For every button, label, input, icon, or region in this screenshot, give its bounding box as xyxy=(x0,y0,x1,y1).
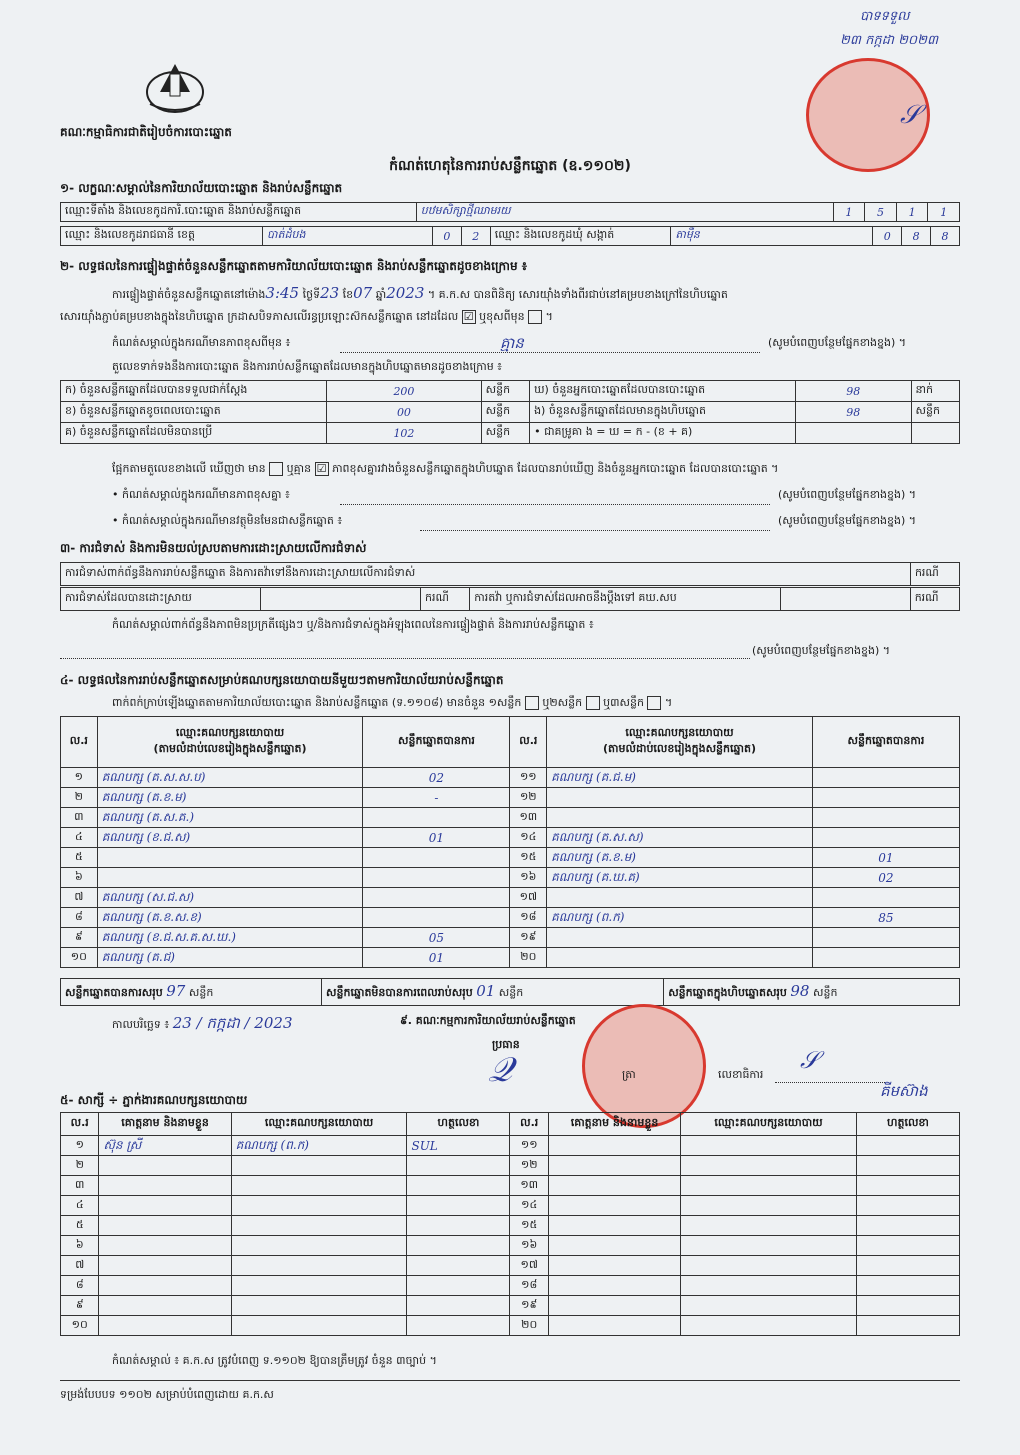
figures-intro: តួលេខទាក់ទងនឹងការបោះឆ្នោត និងការរាប់សន្លឹកឆ្នោតដែលមានក្នុងហិបឆ្នោតមានដូចខាងក្រោម ៖ xyxy=(112,360,503,373)
row-number: ១៦ xyxy=(510,868,547,888)
document-title: កំណត់ហេតុនៃការរាប់សន្លឹកឆ្នោត (ឧ.១១០២) xyxy=(389,158,631,174)
party-votes xyxy=(363,888,510,908)
table-row xyxy=(61,848,960,868)
objections-row-unit: ករណី xyxy=(910,563,959,586)
commune-label: ឈ្មោះ និងលេខកូដឃុំ សង្កាត់ xyxy=(490,227,671,246)
row-number: ១២ xyxy=(510,788,547,808)
witness-party xyxy=(231,1176,407,1196)
party-name xyxy=(97,868,363,888)
w-col-party: ឈ្មោះគណបក្សនយោបាយ xyxy=(231,1113,407,1136)
party-votes: 01 xyxy=(812,848,959,868)
figure-unit: សន្លឹក xyxy=(481,381,529,402)
table-row xyxy=(61,1216,960,1236)
w-col-sign: ហត្ថលេខា xyxy=(407,1113,510,1136)
commune-code-digit: 8 xyxy=(902,227,931,246)
party-votes xyxy=(812,788,959,808)
witness-party xyxy=(681,1176,857,1196)
witness-party xyxy=(231,1256,407,1276)
figure-label: • ជាគម្រូគា ង = ឃ = ក - (ខ + គ) xyxy=(530,423,796,444)
party-votes xyxy=(812,948,959,968)
table-row xyxy=(61,788,960,808)
party-votes xyxy=(363,848,510,868)
col-votes-right: សន្លឹកឆ្នោតបានការ xyxy=(812,717,959,768)
section5-heading: ៥- សាក្សី ÷ ភ្នាក់ងារគណបក្សនយោបាយ xyxy=(60,1093,248,1107)
col-no-right: ល.រ xyxy=(510,717,547,768)
w-col-name: គោត្តនាម និងនាមខ្លួន xyxy=(548,1113,680,1136)
party-name xyxy=(547,788,813,808)
table-row xyxy=(61,868,960,888)
total-invalid: សន្លឹកឆ្នោតមិនបានការពេលរាប់សរុប 01 សន្លឹក xyxy=(322,979,664,1006)
w-col-name: គោត្តនាម និងនាមខ្លួន xyxy=(99,1113,231,1136)
witness-signature xyxy=(407,1196,510,1216)
party-votes: 05 xyxy=(363,928,510,948)
witness-name xyxy=(99,1276,231,1296)
row-number: ៩ xyxy=(61,928,98,948)
bullet-difference-suffix: (សូមបំពេញបន្ថែមផ្នែកខាងខ្នង) ។ xyxy=(778,488,917,501)
witness-name xyxy=(99,1216,231,1236)
witness-signature xyxy=(407,1176,510,1196)
commune-value: តាម៉ឺន xyxy=(671,227,873,246)
row-number: ៨ xyxy=(61,1276,99,1296)
table-row xyxy=(61,1256,960,1276)
figure-value xyxy=(795,423,911,444)
witness-name xyxy=(548,1316,680,1336)
party-name xyxy=(547,808,813,828)
witness-name xyxy=(99,1256,231,1276)
location-label: ឈ្មោះទីតាំង និងលេខកូដការិ.បោះឆ្នោត និងរាប់សន្លឹកឆ្នោត xyxy=(61,203,417,222)
witness-name xyxy=(548,1196,680,1216)
figure-label: គ) ចំនួនសន្លឹកឆ្នោតដែលមិនបានប្រើ xyxy=(61,423,327,444)
appeal-label: ការតវ៉ា ឬការជំទាស់ដែលអាចនឹងប្តឹងទៅ គឃ.សប xyxy=(470,588,781,611)
figures-row xyxy=(61,381,960,402)
col-party-left: ឈ្មោះគណបក្សនយោបាយ (តាមលំដាប់លេខរៀងក្នុងសន្លឹកឆ្នោត) xyxy=(97,717,363,768)
table-row xyxy=(61,1276,960,1296)
row-number: ២០ xyxy=(510,1316,548,1336)
table-row xyxy=(61,1196,960,1216)
chair-label: ប្រធាន xyxy=(492,1038,520,1051)
party-name: គណបក្ស (គ.ឃ.គ) xyxy=(547,868,813,888)
witness-party xyxy=(681,1156,857,1176)
row-number: ៩ xyxy=(61,1296,99,1316)
two-sheet-checkbox[interactable] xyxy=(586,696,600,710)
row-number: ៧ xyxy=(61,888,98,908)
figure-value: 98 xyxy=(795,381,911,402)
chair-signature: 𝒬 xyxy=(488,1050,513,1090)
party-votes: 85 xyxy=(812,908,959,928)
row-number: ១ xyxy=(61,768,98,788)
province-code-digit: 0 xyxy=(432,227,461,246)
total-in-box: សន្លឹកឆ្នោតក្នុងហិបឆ្នោតសរុប 98 សន្លឹក xyxy=(664,979,960,1006)
party-votes: 01 xyxy=(363,828,510,848)
section1-table-row2 xyxy=(60,226,960,246)
party-votes xyxy=(812,768,959,788)
party-name: គណបក្ស (ព.ក) xyxy=(547,908,813,928)
table-row xyxy=(61,1176,960,1196)
figure-label: ខ) ចំនួនសន្លឹកឆ្នោតខូចពេលបោះឆ្នោត xyxy=(61,402,327,423)
col-party-right: ឈ្មោះគណបក្សនយោបាយ (តាមលំដាប់លេខរៀងក្នុងសន្លឹកឆ្នោត) xyxy=(547,717,813,768)
witness-party xyxy=(681,1196,857,1216)
party-votes xyxy=(812,828,959,848)
row-number: ១៨ xyxy=(510,908,547,928)
row-number: ១១ xyxy=(510,768,547,788)
row-number: ១៩ xyxy=(510,928,547,948)
bullet-foreign-suffix: (សូមបំពេញបន្ថែមផ្នែកខាងខ្នង) ។ xyxy=(778,514,917,527)
resolved-label: ការជំទាស់ដែលបានដោះស្រាយ xyxy=(61,588,261,611)
figure-unit: នាក់ xyxy=(911,381,959,402)
bullet-foreign-objects: • កំណត់សម្គាល់ក្នុងករណីមានវត្ថុមិនមែនជាសន្លឹកឆ្នោត ៖ xyxy=(112,514,343,527)
row-number: ១៥ xyxy=(510,1216,548,1236)
witness-party xyxy=(231,1236,407,1256)
table-row xyxy=(61,928,960,948)
total-valid: សន្លឹកឆ្នោតបានការសរុប 97 សន្លឹក xyxy=(61,979,322,1006)
official-stamp-bottom xyxy=(582,1004,706,1128)
party-votes xyxy=(812,888,959,908)
row-number: ១៩ xyxy=(510,1296,548,1316)
row-number: ១៧ xyxy=(510,888,547,908)
agency-name: គណៈកម្មាធិការជាតិរៀបចំការបោះឆ្នោត xyxy=(60,125,232,139)
province-value: បាត់ដំបង xyxy=(263,227,433,246)
row-number: ២ xyxy=(61,1156,99,1176)
witness-party xyxy=(231,1216,407,1236)
figure-label: ឃ) ចំនួនអ្នកបោះឆ្នោតដែលបានបោះឆ្នោត xyxy=(530,381,796,402)
witness-signature xyxy=(407,1316,510,1336)
figure-value: 200 xyxy=(327,381,481,402)
witness-name xyxy=(99,1236,231,1256)
row-number: ៣ xyxy=(61,808,98,828)
party-name: គណបក្ស (គ.ជ) xyxy=(97,948,363,968)
witness-signature: SUL xyxy=(407,1136,510,1156)
bullet-difference: • កំណត់សម្គាល់ក្នុងករណីមានភាពខុសគ្នា ៖ xyxy=(112,488,290,501)
tally-intro: ពាក់ពក់ក្រាប់ឡើងឆ្នោតតាមការិយាល័យបោះឆ្នោត និងរាប់សន្លឹកឆ្នោត (ទ.១១០៨) មានចំនួន ១សន្លឹក ឬ២សន្លឹក ឬ៣សន្លឹក ។ xyxy=(112,696,673,709)
party-votes: 01 xyxy=(363,948,510,968)
secretary-signature: 𝒮 xyxy=(800,1046,819,1074)
witness-signature xyxy=(856,1216,959,1236)
witness-signature xyxy=(856,1296,959,1316)
figures-row xyxy=(61,402,960,423)
witness-signature xyxy=(856,1256,959,1276)
table-row xyxy=(61,908,960,928)
witness-party xyxy=(681,1256,857,1276)
witness-party xyxy=(681,1136,857,1156)
row-number: ២០ xyxy=(510,948,547,968)
witness-party xyxy=(231,1316,407,1336)
row-number: ៧ xyxy=(61,1256,99,1276)
totals-row xyxy=(60,978,960,1006)
irregularity-suffix: (សូមបំពេញបន្ថែមផ្នែកខាងខ្នង) ។ xyxy=(752,644,891,657)
party-name: គណបក្ស (គ.ស.គ.) xyxy=(97,808,363,828)
witness-signature xyxy=(856,1176,959,1196)
witness-party xyxy=(681,1216,857,1236)
row-number: ១៣ xyxy=(510,1176,548,1196)
irregularity-note: កំណត់សម្គាល់ពាក់ព័ន្ធនឹងភាពមិនប្រក្រតីផ្សេងៗ ឬ/និងការជំទាស់ក្នុងអំឡុងពេលនៃការផ្ទៀងផ្ទាត់ និងការរាប់សន្លឹកឆ្នោត ៖ xyxy=(112,618,594,631)
figure-unit xyxy=(911,423,959,444)
party-votes: 02 xyxy=(812,868,959,888)
w-col-party: ឈ្មោះគណបក្សនយោបាយ xyxy=(681,1113,857,1136)
witness-name xyxy=(99,1176,231,1196)
one-sheet-checkbox[interactable] xyxy=(525,696,539,710)
witness-signature xyxy=(407,1276,510,1296)
col-votes-left: សន្លឹកឆ្នោតបានការ xyxy=(363,717,510,768)
party-name xyxy=(547,928,813,948)
secretary-label: លេខាធិការ xyxy=(718,1068,764,1081)
party-name xyxy=(97,848,363,868)
appeal-unit: ករណី xyxy=(910,588,959,611)
figures-row xyxy=(61,423,960,444)
w-col-no: ល.រ xyxy=(510,1113,548,1136)
witness-name xyxy=(548,1176,680,1196)
has-difference-checkbox[interactable] xyxy=(269,462,283,476)
party-name: គណបក្ស (ខ.ជ.ស.គ.ស.ឃ.) xyxy=(97,928,363,948)
figure-value: 98 xyxy=(795,402,911,423)
table-row xyxy=(61,1236,960,1256)
section1-table xyxy=(60,202,960,222)
date-line: កាលបរិច្ឆេទ ៖ 23 / កក្កដា / 2023 xyxy=(112,1014,293,1032)
witness-name xyxy=(548,1136,680,1156)
figure-unit: សន្លឹក xyxy=(481,423,529,444)
row-number: ៥ xyxy=(61,848,98,868)
section3-heading: ៣- ការជំទាស់ និងការមិនយល់ស្របតាមការដោះស្រាយលើការជំទាស់ xyxy=(60,541,367,555)
three-sheet-checkbox[interactable] xyxy=(647,696,661,710)
witness-signature xyxy=(407,1156,510,1176)
unchanged-checkbox[interactable]: ☑ xyxy=(462,310,476,324)
witness-signature xyxy=(407,1236,510,1256)
commune-code-digit: 8 xyxy=(931,227,960,246)
received-date: ២៣ កក្កដា ២០២៣ xyxy=(840,33,939,48)
row-number: ១២ xyxy=(510,1156,548,1176)
party-name: គណបក្ស (គ.ខ.ស.ខ) xyxy=(97,908,363,928)
location-value: បឋមសិក្សាថ្មីឈាមរយ xyxy=(416,203,833,222)
witness-party xyxy=(681,1296,857,1316)
witness-party xyxy=(681,1316,857,1336)
witness-name xyxy=(99,1296,231,1316)
location-code-digit: 5 xyxy=(865,203,897,222)
row-number: ១៦ xyxy=(510,1236,548,1256)
section4-heading: ៤- លទ្ធផលនៃការរាប់សន្លឹកឆ្នោតសម្រាប់គណបក្សនយោបាយនីមួយៗតាមការិយាល័យរាប់សន្លឹកឆ្នោត xyxy=(60,673,504,687)
row-number: ៣ xyxy=(61,1176,99,1196)
party-votes xyxy=(812,928,959,948)
party-name: គណបក្ស (គ.ស.ស.ប) xyxy=(97,768,363,788)
location-code-digit: 1 xyxy=(928,203,960,222)
figure-value: 00 xyxy=(327,402,481,423)
witness-name xyxy=(99,1156,231,1176)
row-number: ១៤ xyxy=(510,828,547,848)
witness-table xyxy=(60,1112,960,1336)
party-name xyxy=(547,888,813,908)
signature-top: 𝒮 xyxy=(900,100,921,130)
party-name: គណបក្ស (គ.ជ.ម) xyxy=(547,768,813,788)
witness-name xyxy=(548,1276,680,1296)
figure-label: ង) ចំនួនសន្លឹកឆ្នោតដែលមានក្នុងហិបឆ្នោត xyxy=(530,402,796,423)
witness-party xyxy=(681,1236,857,1256)
row-number: ២ xyxy=(61,788,98,808)
witness-name: ស៊ុន ស្រី xyxy=(99,1136,231,1156)
row-number: ៨ xyxy=(61,908,98,928)
table-row xyxy=(61,828,960,848)
row-number: ៦ xyxy=(61,1236,99,1256)
witness-name xyxy=(548,1236,680,1256)
resolved-unit: ករណី xyxy=(420,588,469,611)
witness-name xyxy=(548,1296,680,1316)
row-number: ៥ xyxy=(61,1216,99,1236)
party-votes: - xyxy=(363,788,510,808)
secretary-name: គីមស៊ាង xyxy=(880,1082,928,1100)
witness-party xyxy=(231,1276,407,1296)
row-number: ១៨ xyxy=(510,1276,548,1296)
commune-code-digit: 0 xyxy=(873,227,902,246)
witness-name xyxy=(99,1316,231,1336)
figure-unit: សន្លឹក xyxy=(911,402,959,423)
w-col-sign: ហត្ថលេខា xyxy=(856,1113,959,1136)
section1-heading: ១- លក្ខណៈសម្គាល់នៃការិយាល័យបោះឆ្នោត និងរាប់សន្លឹកឆ្នោត xyxy=(60,181,343,195)
difference-note-value: គ្មាន xyxy=(500,334,524,352)
witness-name xyxy=(548,1156,680,1176)
table-row xyxy=(61,1156,960,1176)
witness-party: គណបក្ស (ព.ក) xyxy=(231,1136,407,1156)
comparison-sentence: ផ្អែកតាមតួលេខខាងលើ ឃើញថា មាន ឬគ្មាន ☑ ភាពខុសគ្នារវាងចំនួនសន្លឹកឆ្នោតក្នុងហិបឆ្នោត ដែលបានរាប់ឃើញ និងចំនួនអ្នកបោះឆ្នោត ដែលបានបោះឆ្នោត ។ xyxy=(112,462,779,475)
party-name xyxy=(547,948,813,968)
objections-table xyxy=(60,562,960,586)
table-row xyxy=(61,768,960,788)
changed-checkbox[interactable] xyxy=(528,310,542,324)
figure-unit: សន្លឹក xyxy=(481,402,529,423)
seal-paragraph: សោរយ៉ាំងភ្ជាប់គម្របខាងក្នុងនៃហិបឆ្នោត ក្រដាសបិទភាសលើរន្ធប្រឡោះស៊កសន្លឹកឆ្នោត នៅដដែល ☑ ឬខុសពីមុន ។ xyxy=(60,310,553,323)
party-votes: 02 xyxy=(363,768,510,788)
witness-signature xyxy=(407,1216,510,1236)
witness-signature xyxy=(856,1276,959,1296)
section2-heading: ២- លទ្ធផលនៃការផ្ទៀងផ្ទាត់ចំនួនសន្លឹកឆ្នោតតាមការិយាល័យបោះឆ្នោត និងរាប់សន្លឹកឆ្នោតដូចខាងក្រោម ៖ xyxy=(60,259,528,273)
row-number: ១៤ xyxy=(510,1196,548,1216)
party-name: គណបក្ស (ស.ជ.ស) xyxy=(97,888,363,908)
witness-name xyxy=(99,1196,231,1216)
party-name: គណបក្ស (ខ.ជ.ស) xyxy=(97,828,363,848)
difference-note-label: កំណត់សម្គាល់ក្នុងករណីមានភាពខុសពីមុន ៖ xyxy=(112,336,291,349)
col-no-left: ល.រ xyxy=(61,717,98,768)
province-code-digit: 2 xyxy=(461,227,490,246)
witness-signature xyxy=(856,1136,959,1156)
row-number: ១១ xyxy=(510,1136,548,1156)
witness-name xyxy=(548,1216,680,1236)
party-name: គណបក្ស (គ.ខ.ម) xyxy=(97,788,363,808)
row-number: ១ xyxy=(61,1136,99,1156)
figures-table xyxy=(60,380,960,444)
witness-party xyxy=(231,1156,407,1176)
no-difference-checkbox[interactable]: ☑ xyxy=(315,462,329,476)
witness-party xyxy=(681,1276,857,1296)
witness-signature xyxy=(856,1236,959,1256)
figure-label: ក) ចំនួនសន្លឹកឆ្នោតដែលបានទទួលជាក់ស្តែង xyxy=(61,381,327,402)
row-number: ១០ xyxy=(61,1316,99,1336)
form-footer-note: ទម្រង់បែបបទ ១១០២ សម្រាប់បំពេញដោយ គ.ក.ស xyxy=(60,1388,274,1401)
stamp-label: ត្រា xyxy=(622,1068,636,1081)
party-votes xyxy=(812,808,959,828)
table-row xyxy=(61,1136,960,1156)
row-number: ៦ xyxy=(61,868,98,888)
row-number: ១៧ xyxy=(510,1256,548,1276)
table-row xyxy=(61,888,960,908)
row-number: ១៥ xyxy=(510,848,547,868)
received-note: បាទទទួល xyxy=(860,9,910,24)
location-code-digit: 1 xyxy=(896,203,928,222)
objections-table-row2 xyxy=(60,587,960,611)
witness-name xyxy=(548,1256,680,1276)
witness-footnote: កំណត់សម្គាល់ ៖ គ.ក.ស ត្រូវបំពេញ ទ.១១០២ ឱ្យបានត្រឹមត្រូវ ចំនួន ៣ច្បាប់ ។ xyxy=(112,1354,437,1367)
row-number: ១០ xyxy=(61,948,98,968)
party-results-table xyxy=(60,716,960,968)
witness-signature xyxy=(856,1316,959,1336)
objections-row-label: ការជំទាស់ពាក់ព័ន្ធនឹងការរាប់សន្លឹកឆ្នោត និងការតវ៉ាទៅនឹងការដោះស្រាយលើការជំទាស់ xyxy=(61,563,911,586)
witness-signature xyxy=(856,1156,959,1176)
party-name: គណបក្ស (គ.ខ.ម) xyxy=(547,848,813,868)
table-row xyxy=(61,808,960,828)
party-name: គណបក្ស (គ.ស.ស) xyxy=(547,828,813,848)
party-votes xyxy=(363,868,510,888)
location-code-digit: 1 xyxy=(833,203,865,222)
province-label: ឈ្មោះ និងលេខកូដរាជធានី ខេត្ត xyxy=(61,227,263,246)
table-row xyxy=(61,948,960,968)
row-number: ៤ xyxy=(61,1196,99,1216)
figure-value: 102 xyxy=(327,423,481,444)
difference-note-suffix: (សូមបំពេញបន្ថែមផ្នែកខាងខ្នង) ។ xyxy=(768,336,907,349)
witness-party xyxy=(231,1296,407,1316)
table-row xyxy=(61,1316,960,1336)
nec-emblem-icon xyxy=(140,52,210,116)
row-number: ១៣ xyxy=(510,808,547,828)
witness-signature xyxy=(407,1296,510,1316)
party-votes xyxy=(363,908,510,928)
witness-signature xyxy=(856,1196,959,1216)
row-number: ៤ xyxy=(61,828,98,848)
verification-paragraph: ការផ្ទៀងផ្ទាត់ចំនួនសន្លឹកឆ្នោតនៅម៉ោង3:45 ថ្ងៃទី23 ខែ07 ឆ្នាំ2023 ។ គ.ក.ស បានពិនិត្យ សោរយ៉ាំងទាំងពីរជាប់នៅគម្របខាងក្រៅនៃហិបឆ្នោត xyxy=(112,284,728,302)
committee-label: ៩. គណៈកម្មការការិយាល័យរាប់សន្លឹកឆ្នោត xyxy=(400,1014,576,1027)
table-row xyxy=(61,1296,960,1316)
witness-party xyxy=(231,1196,407,1216)
witness-signature xyxy=(407,1256,510,1276)
w-col-no: ល.រ xyxy=(61,1113,99,1136)
party-votes xyxy=(363,808,510,828)
